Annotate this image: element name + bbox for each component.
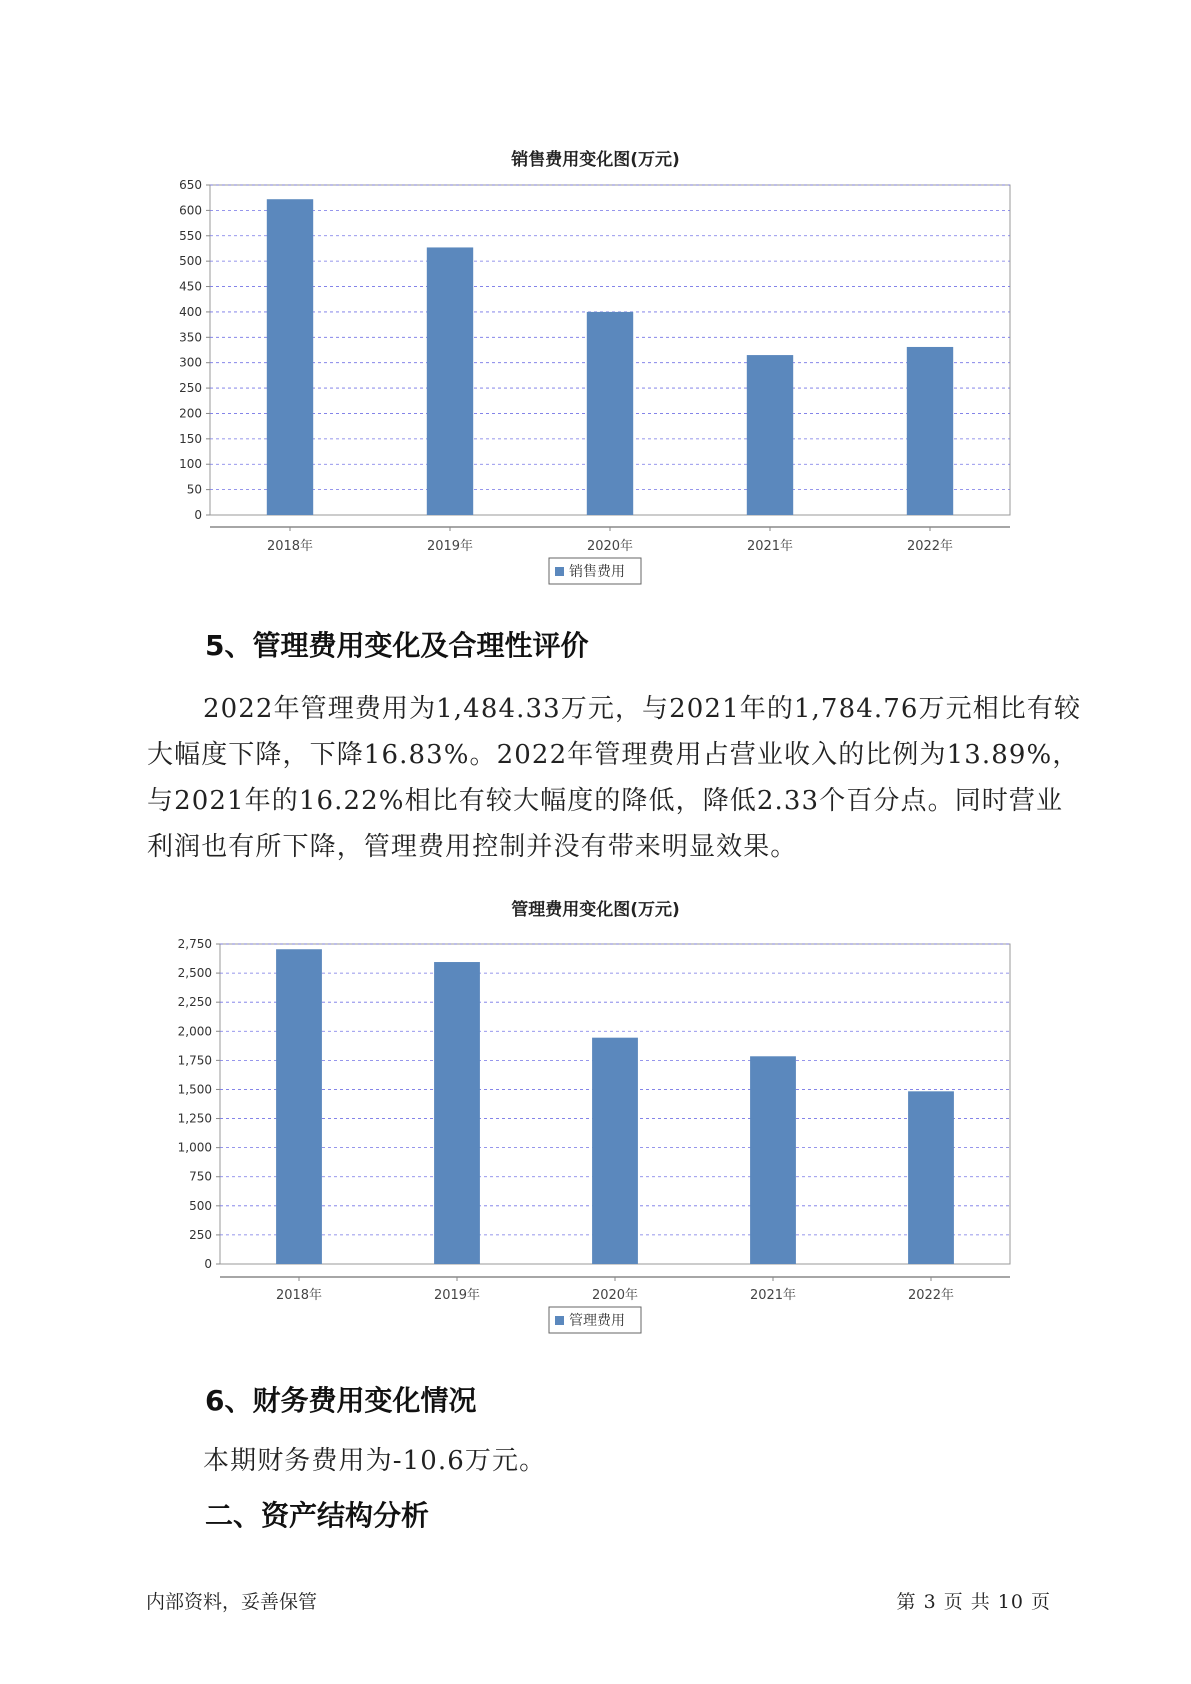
bar xyxy=(908,1091,954,1264)
y-tick-label: 250 xyxy=(179,381,202,396)
y-tick-label: 250 xyxy=(189,1227,212,1242)
y-tick-label: 1,750 xyxy=(177,1053,212,1068)
x-tick-label: 2022年 xyxy=(907,1288,955,1303)
y-tick-label: 500 xyxy=(189,1198,212,1213)
paragraph-line: 大幅度下降，下降16.83%。2022年管理费用占营业收入的比例为13.89%， xyxy=(147,740,1080,770)
y-tick-label: 500 xyxy=(179,254,202,269)
bar xyxy=(592,1038,638,1264)
x-tick-label: 2021年 xyxy=(746,539,794,554)
section-6-paragraph xyxy=(203,1438,1103,1484)
x-tick-label: 2022年 xyxy=(906,539,954,554)
management-expense-chart xyxy=(0,920,1191,1360)
legend-swatch xyxy=(555,567,564,576)
x-tick-label: 2020年 xyxy=(586,539,634,554)
legend-swatch xyxy=(555,1316,564,1325)
footer-page-number: 第 3 页 共 10 页 xyxy=(896,1591,1051,1613)
bar xyxy=(267,199,313,515)
paragraph-line: 利润也有所下降，管理费用控制并没有带来明显效果。 xyxy=(147,832,798,862)
section-5-paragraph xyxy=(147,686,1082,870)
bar xyxy=(434,962,480,1264)
paragraph-line: 与2021年的16.22%相比有较大幅度的降低，降低2.33个百分点。同时营业 xyxy=(147,786,1064,816)
y-tick-label: 2,250 xyxy=(177,995,212,1010)
y-tick-label: 0 xyxy=(204,1257,212,1271)
chart-title-sales: 销售费用变化图(万元) xyxy=(511,150,680,170)
y-tick-label: 750 xyxy=(189,1169,212,1184)
y-tick-label: 50 xyxy=(186,482,202,497)
y-tick-label: 1,000 xyxy=(177,1140,212,1155)
y-tick-label: 600 xyxy=(179,203,202,218)
legend-label: 管理费用 xyxy=(569,1313,625,1329)
y-tick-label: 550 xyxy=(179,228,202,243)
bar xyxy=(587,312,633,515)
y-tick-label: 650 xyxy=(179,178,202,192)
bar xyxy=(427,247,473,515)
y-tick-label: 100 xyxy=(179,457,202,472)
x-tick-label: 2018年 xyxy=(266,539,314,554)
y-tick-label: 350 xyxy=(179,330,202,345)
bar xyxy=(750,1056,796,1264)
legend-label: 销售费用 xyxy=(569,564,625,580)
x-tick-label: 2021年 xyxy=(749,1288,797,1303)
y-tick-label: 1,500 xyxy=(177,1082,212,1097)
y-tick-label: 2,750 xyxy=(177,937,212,951)
section-5-heading: 5、管理费用变化及合理性评价 xyxy=(205,629,589,662)
x-tick-label: 2019年 xyxy=(433,1288,481,1303)
x-tick-label: 2020年 xyxy=(591,1288,639,1303)
y-tick-label: 200 xyxy=(179,406,202,421)
bar xyxy=(907,347,953,515)
y-tick-label: 300 xyxy=(179,355,202,370)
y-tick-label: 450 xyxy=(179,279,202,294)
y-tick-label: 150 xyxy=(179,431,202,446)
paragraph-line: 2022年管理费用为1,484.33万元，与2021年的1,784.76万元相比有较 xyxy=(203,694,1082,724)
footer-confidential-note: 内部资料，妥善保管 xyxy=(146,1591,318,1613)
y-tick-label: 2,500 xyxy=(177,966,212,981)
bar xyxy=(276,949,322,1264)
section-two-heading: 二、资产结构分析 xyxy=(205,1499,430,1532)
x-tick-label: 2019年 xyxy=(426,539,474,554)
bar xyxy=(747,355,793,515)
x-tick-label: 2018年 xyxy=(275,1288,323,1303)
y-tick-label: 2,000 xyxy=(177,1024,212,1039)
y-tick-label: 400 xyxy=(179,304,202,319)
y-tick-label: 0 xyxy=(194,508,202,522)
sales-expense-chart xyxy=(0,170,1191,610)
y-tick-label: 1,250 xyxy=(177,1111,212,1126)
paragraph-line: 本期财务费用为-10.6万元。 xyxy=(203,1446,547,1476)
section-6-heading: 6、财务费用变化情况 xyxy=(205,1384,477,1417)
chart-title-management: 管理费用变化图(万元) xyxy=(511,900,680,920)
